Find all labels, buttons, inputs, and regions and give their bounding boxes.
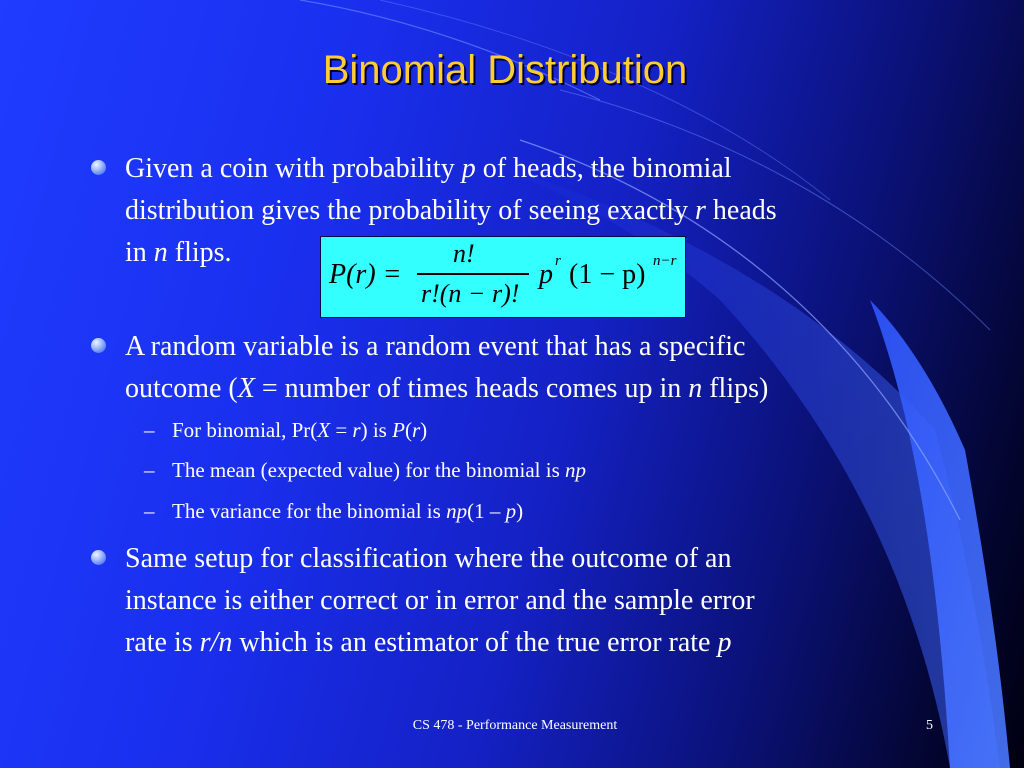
bullet-dot-icon [91, 550, 106, 565]
formula-paren-exponent: n−r [653, 253, 677, 269]
sub-bullet-text: The mean (expected value) for the binomial is np [172, 458, 587, 482]
slide-title: Binomial Distribution [322, 48, 688, 92]
dash-icon: – [144, 499, 155, 523]
bullet-dot-icon [91, 160, 106, 175]
bullet-classification [125, 538, 935, 664]
formula-factor-exponent: r [555, 253, 561, 269]
sub-bullet-text: The variance for the binomial is np(1 – p) [172, 499, 524, 523]
formula-denominator: r!(n − r)! [421, 279, 520, 308]
slide-footer: CS 478 - Performance Measurement [412, 718, 618, 733]
formula-factor-base: p [539, 259, 553, 290]
bullet-text: Given a coin with probability p of heads, the binomial distribution gives the probability of seeing exactly r heads in n flips. [125, 153, 777, 268]
formula-numerator: n! [453, 239, 475, 268]
sub-bullet-pr [144, 416, 428, 444]
dash-icon: – [144, 418, 155, 442]
dash-icon: – [144, 458, 155, 482]
bullet-random-variable [125, 326, 935, 410]
sub-bullet-variance [144, 497, 524, 525]
bullet-text: A random variable is a random event that has a specific outcome (X = number of times heads comes up in n flips) [125, 331, 769, 404]
formula-lhs: P(r) = [329, 259, 402, 290]
sub-bullet-text: For binomial, Pr(X = r) is P(r) [172, 418, 428, 442]
page-number: 5 [926, 718, 933, 733]
binomial-formula [320, 236, 686, 318]
bullet-dot-icon [91, 338, 106, 353]
bullet-text: Same setup for classification where the outcome of an instance is either correct or in error and the sample error rate is r/n which is an estimator of the true error rate p [125, 543, 755, 658]
formula-paren-term: (1 − p) [569, 259, 646, 290]
formula-fraction-bar [417, 273, 529, 275]
sub-bullet-mean [144, 456, 587, 484]
